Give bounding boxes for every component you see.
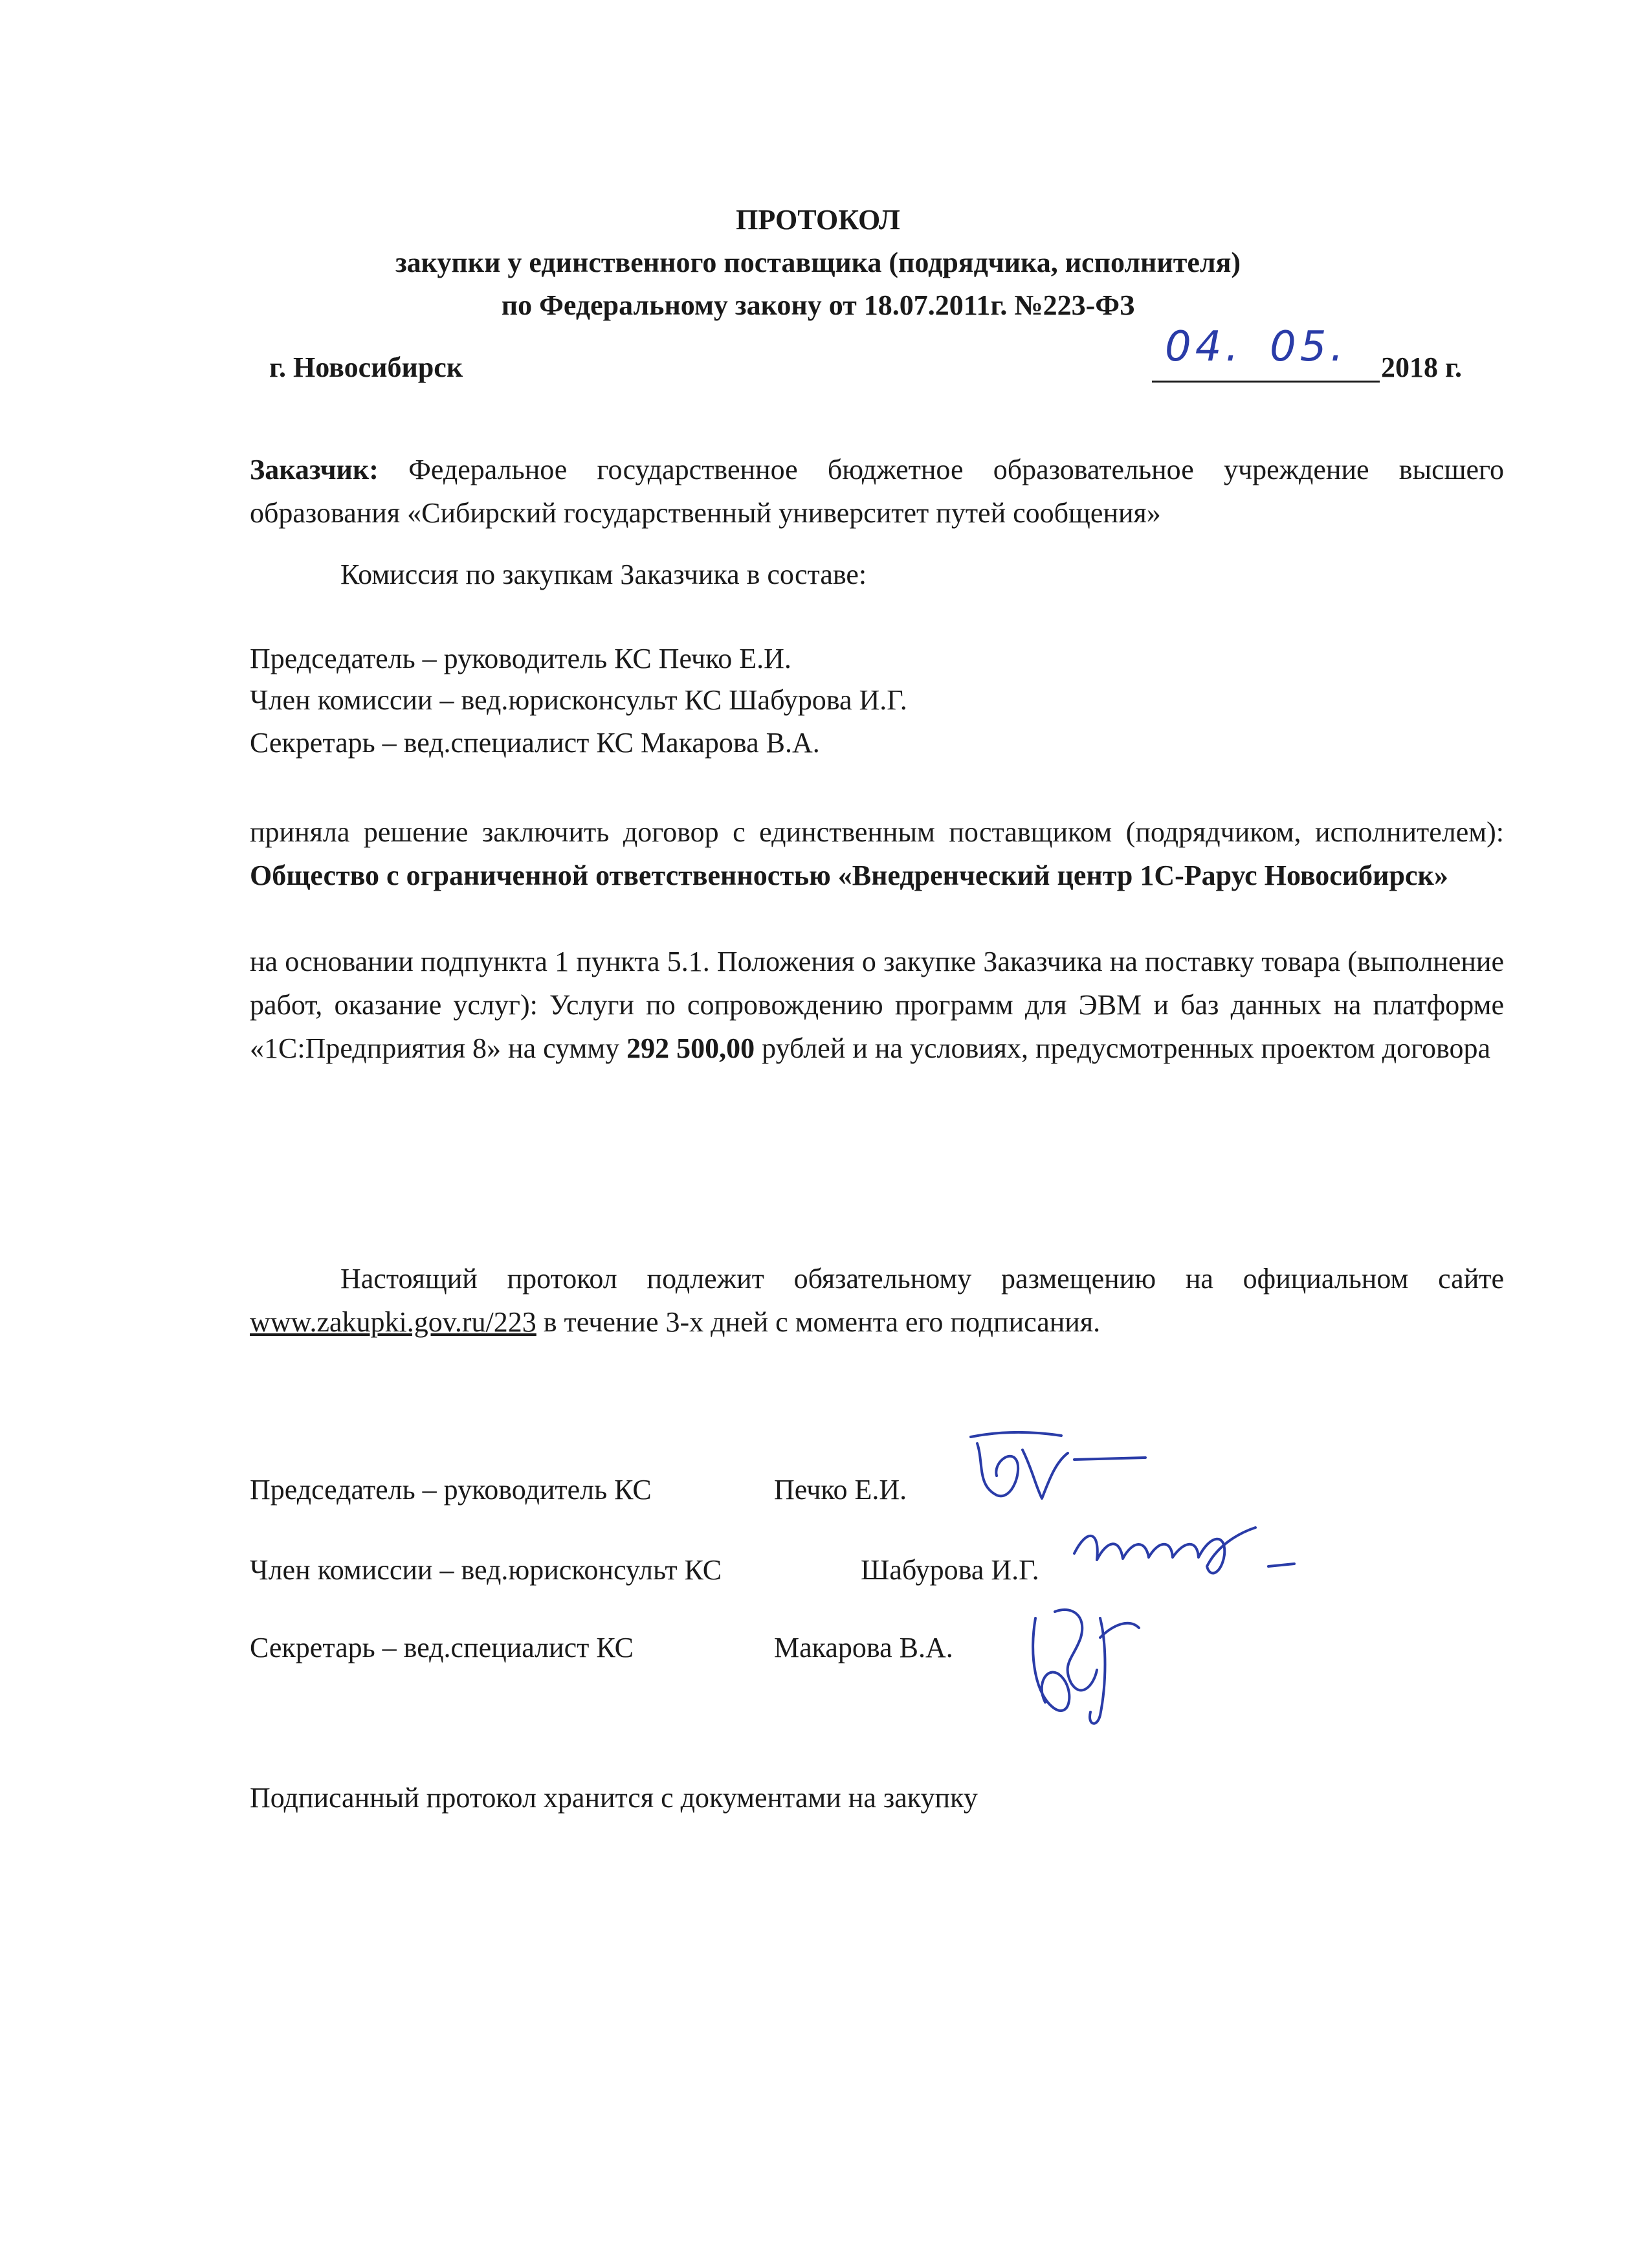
customer-label: Заказчик: bbox=[250, 454, 379, 485]
decision-lead: приняла решение заключить договор с единственным поставщиком (подрядчиком, исполнителем): bbox=[250, 816, 1504, 848]
date-underline bbox=[1152, 381, 1380, 383]
signature-role-secretary: Секретарь – вед.специалист КС bbox=[250, 1632, 634, 1663]
footer-note: Подписанный протокол хранится с документами на закупку bbox=[250, 1782, 978, 1814]
customer-text: Федеральное государственное бюджетное образовательное учреждение высшего образования «Сибирский государственный университет путей сообщения» bbox=[250, 454, 1505, 529]
contract-amount: 292 500,00 bbox=[626, 1032, 755, 1064]
document-title: ПРОТОКОЛ bbox=[736, 204, 900, 236]
signature-chairman-scribble bbox=[958, 1424, 1152, 1521]
document-subtitle-1: закупки у единственного поставщика (подрядчика, исполнителя) bbox=[395, 247, 1241, 278]
date-year: 2018 г. bbox=[1381, 351, 1463, 383]
commission-intro: Комиссия по закупкам Заказчика в составе: bbox=[340, 559, 867, 590]
decision-paragraph bbox=[250, 810, 1504, 897]
member-lawyer: Член комиссии – вед.юрисконсульт КС Шабурова И.Г. bbox=[250, 684, 907, 716]
member-chairman: Председатель – руководитель КС Печко Е.И. bbox=[250, 643, 791, 674]
publication-tail: в течение 3-х дней с момента его подписания. bbox=[536, 1306, 1101, 1338]
signature-name-chairman: Печко Е.И. bbox=[774, 1474, 907, 1506]
publication-paragraph bbox=[250, 1257, 1504, 1344]
signature-secretary-scribble bbox=[1010, 1579, 1152, 1735]
city: г. Новосибирск bbox=[269, 351, 463, 383]
signature-role-chairman: Председатель – руководитель КС bbox=[250, 1474, 652, 1506]
signature-name-lawyer: Шабурова И.Г. bbox=[861, 1554, 1039, 1586]
signature-name-secretary: Макарова В.А. bbox=[774, 1632, 953, 1663]
basis-paragraph bbox=[250, 940, 1504, 1070]
member-secretary: Секретарь – вед.специалист КС Макарова В.А. bbox=[250, 727, 820, 759]
handwritten-month: 05. bbox=[1270, 323, 1347, 371]
basis-text: на основании подпункта 1 пункта 5.1. Положения о закупке Заказчика на поставку товара (выполнение работ, оказание услуг): Услуги по сопровождению программ для ЭВМ и баз данных на платформе «1С:Предприятия 8» на сумму bbox=[250, 946, 1504, 1064]
signature-role-lawyer: Член комиссии – вед.юрисконсульт КС bbox=[250, 1554, 722, 1586]
handwritten-day: 04. bbox=[1165, 323, 1243, 371]
document-subtitle-2: по Федеральному закону от 18.07.2011г. №223-ФЗ bbox=[501, 289, 1135, 321]
publication-text: Настоящий протокол подлежит обязательному размещению на официальном сайте bbox=[340, 1263, 1504, 1295]
zakupki-link[interactable]: www.zakupki.gov.ru/223 bbox=[250, 1306, 536, 1338]
supplier-name: Общество с ограниченной ответственностью «Внедренческий центр 1С-Рарус Новосибирск» bbox=[250, 860, 1448, 891]
customer-paragraph bbox=[250, 448, 1504, 535]
basis-tail: рублей и на условиях, предусмотренных проектом договора bbox=[755, 1032, 1491, 1064]
